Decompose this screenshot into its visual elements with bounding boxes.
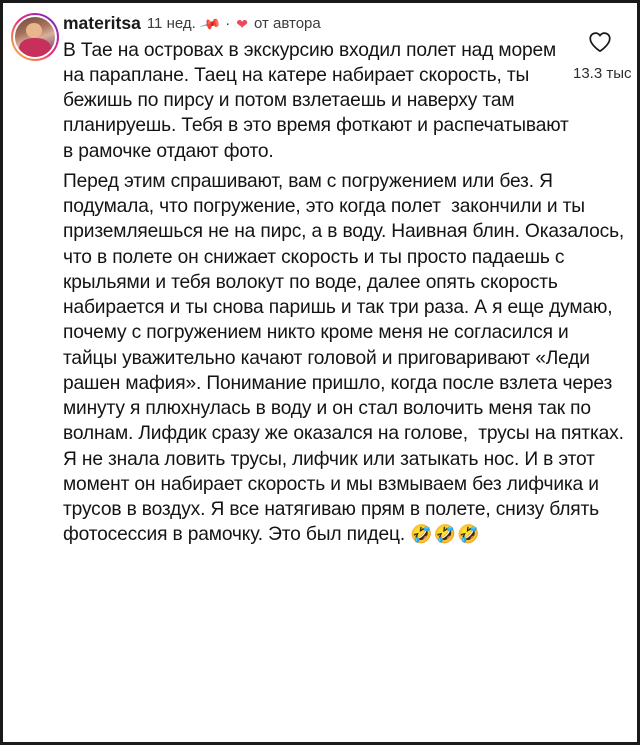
avatar[interactable]	[11, 13, 59, 61]
like-column	[573, 29, 632, 82]
timestamp: 11 нед.	[146, 15, 196, 33]
pin-icon: 📌	[198, 12, 223, 36]
emoji-sequence: 🤣🤣🤣	[410, 524, 481, 545]
like-count: 13.3 тыс	[573, 65, 632, 82]
comment-meta	[63, 11, 625, 36]
avatar-column	[11, 11, 63, 736]
comment-container	[3, 3, 637, 742]
comment-text-paragraph-2	[63, 169, 630, 548]
comment-body	[63, 11, 632, 736]
meta-separator: ·	[225, 15, 231, 33]
comment-text-main: Перед этим спрашивают, вам с погружением или без. Я подумала, что погружение, это когда полет закончили и ты приземляешься не на пирс, а в воду. Наивная блин. Оказалось, что в полете он снижает скорость и ты просто падаешь с крыльями и тебя волокут по воде, далее опять скорость набирается и ты снова паришь и так три раза. А я еще думаю, почему с погружением никто кроме меня не согласился и тайцы уважительно качают головой и приговаривают «Леди рашен мафия». Понимание пришло, когда после взлета через минуту я плюхнулась в воду и он стал волочить меня так по волнам. Лифдик сразу же оказался на голове, трусы на пятках. Я не знала ловить трусы, лифчик или затыкать нос. И в этот момент он набирает скорость и мы взмываем без лифчика и трусов в воздух. Я все натягиваю прям в полете, снизу блять фотосессия в рамочку. Это был пи	[63, 170, 630, 546]
comment-text-paragraph-1: В Тае на островах в экскурсию входил полет над морем на параплане. Таец на катере набирает скорость, ты бежишь по пирсу и потом взлетаешь и наверху там планируешь. Тебя в это время фоткают и распечатывают в рамочке отдают фото.	[63, 39, 574, 162]
username[interactable]: materitsa	[63, 13, 141, 33]
comment-text-tail: дец.	[367, 524, 411, 546]
avatar-image	[13, 15, 57, 59]
heart-filled-icon: ❤	[236, 15, 248, 32]
author-badge: от автора	[253, 15, 321, 33]
heart-icon[interactable]	[587, 29, 613, 55]
